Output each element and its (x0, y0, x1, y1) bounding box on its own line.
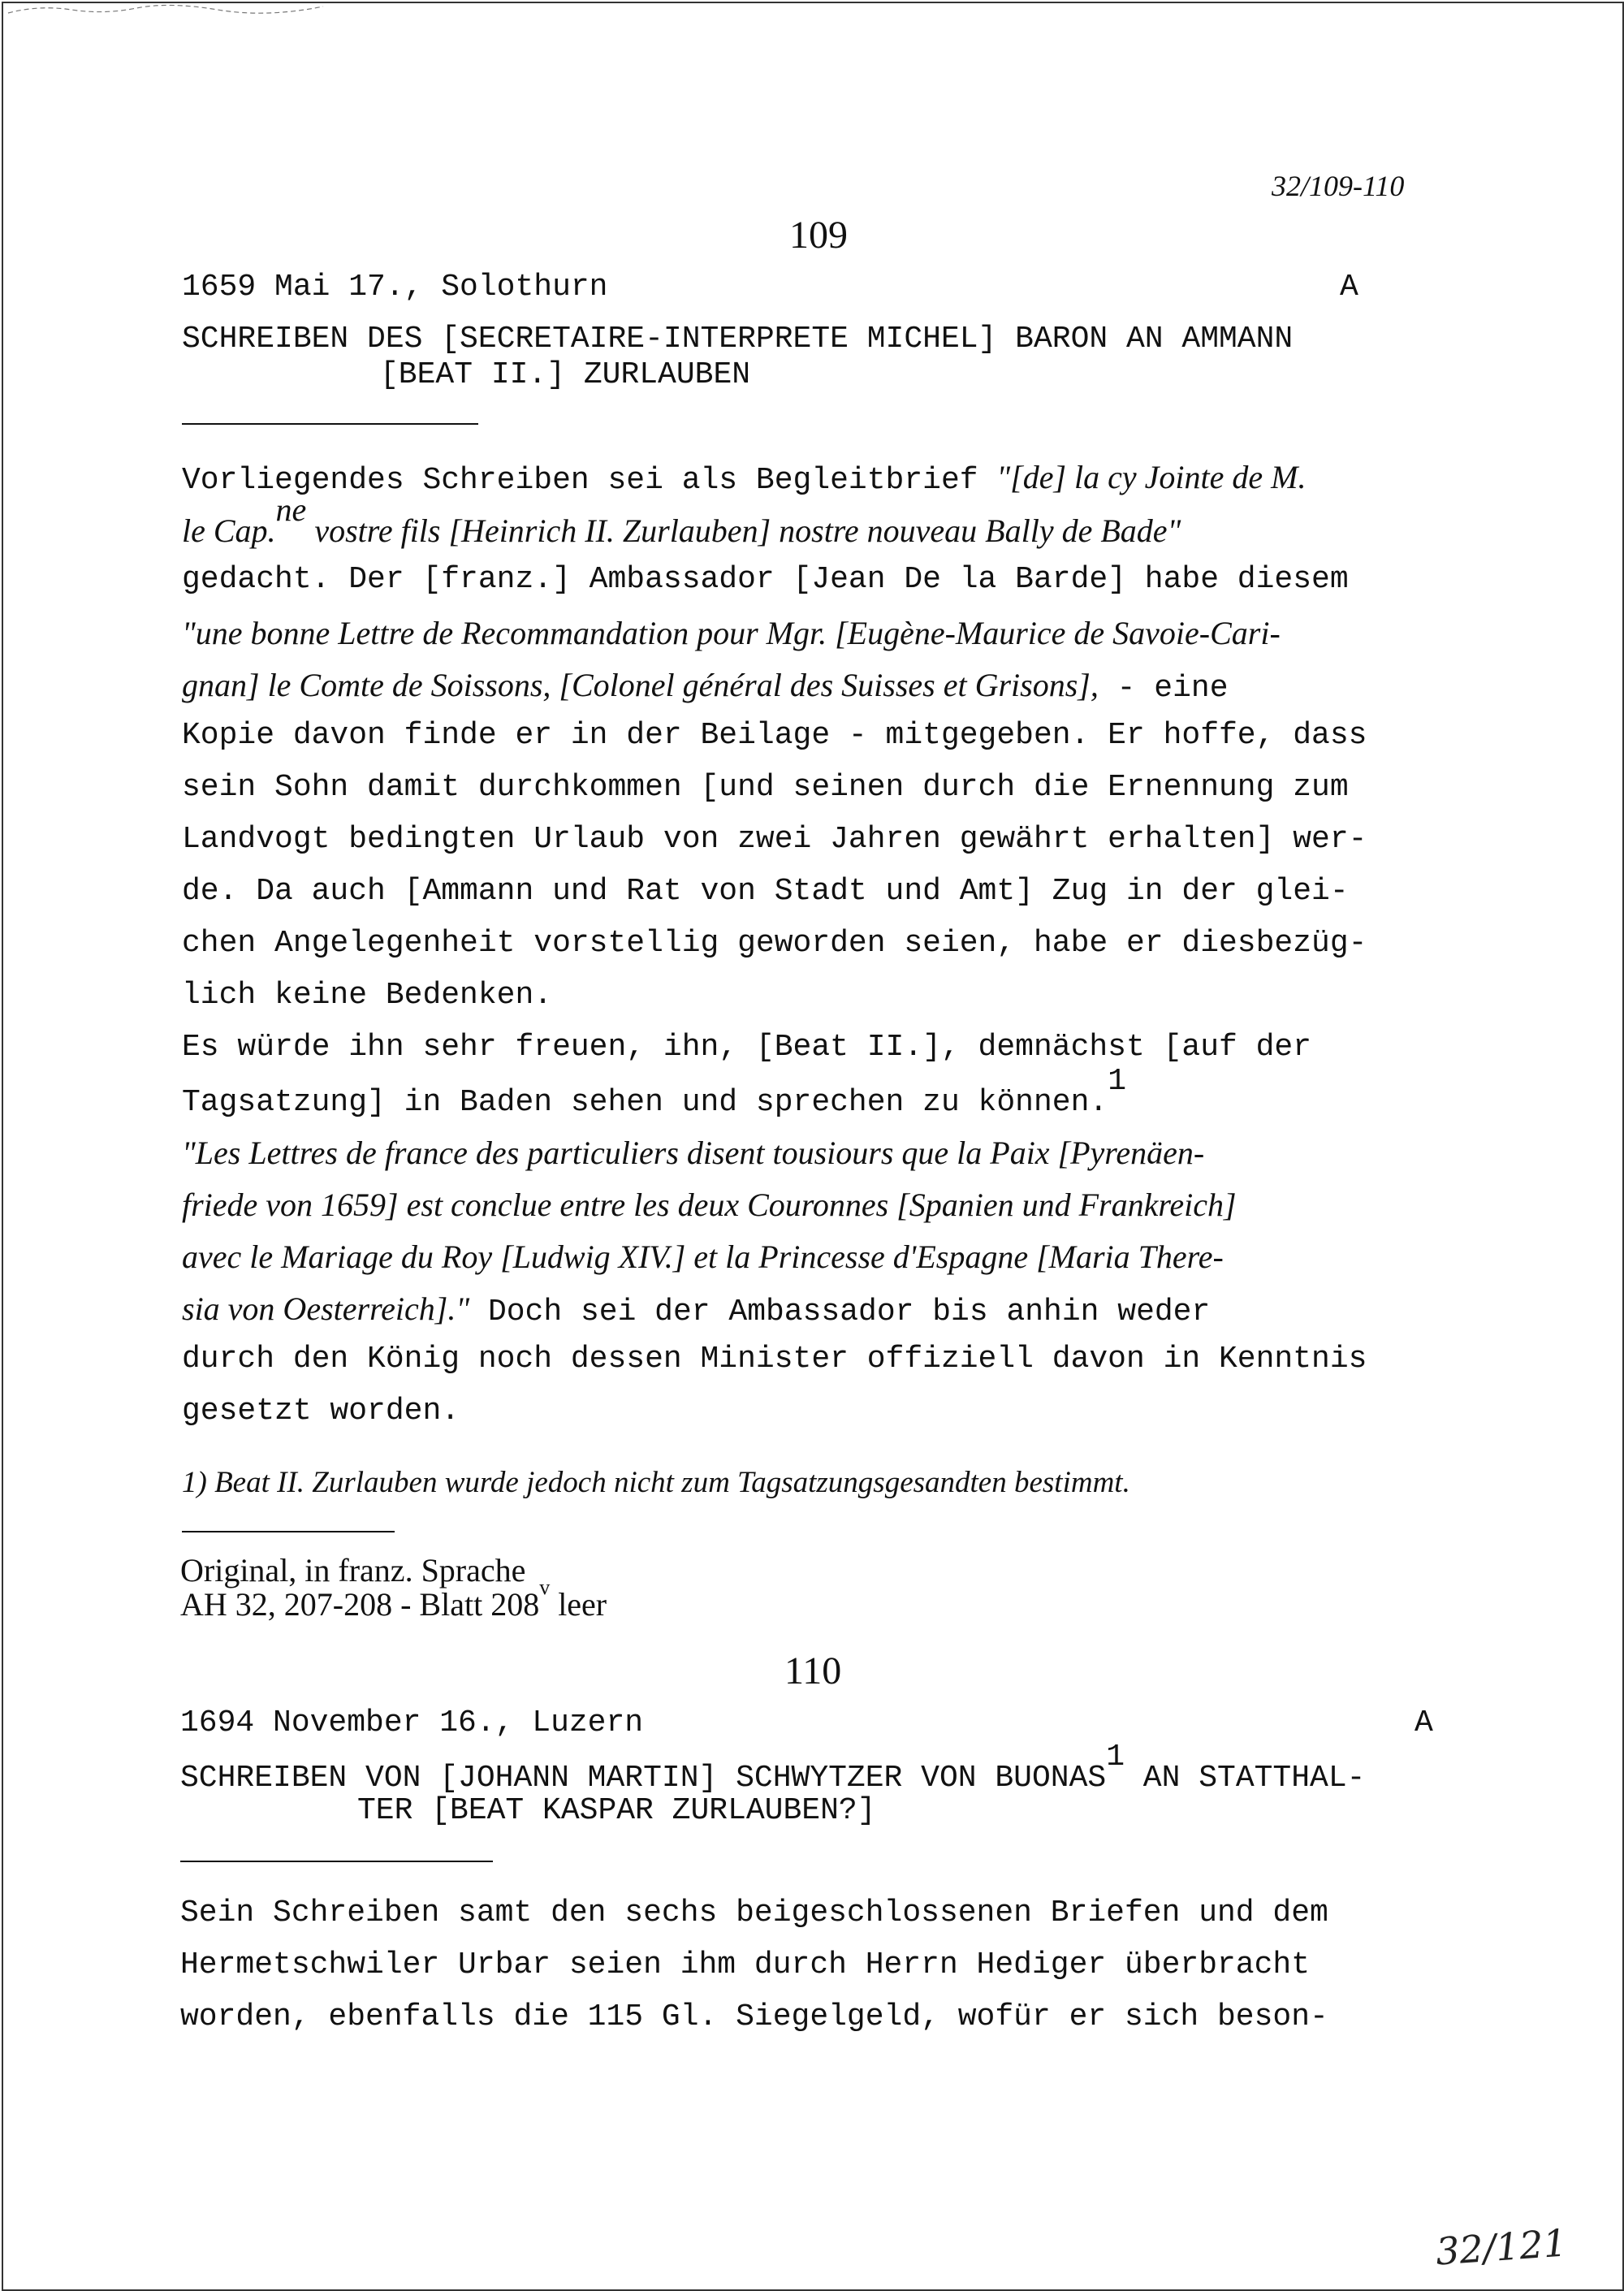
divider (182, 1531, 395, 1532)
source-text: leer (550, 1586, 607, 1623)
body-line: "une bonne Lettre de Recommandation pour Mgr. [Eugène-Maurice de Savoie-Cari- (182, 615, 1281, 651)
body-line: de. Da auch [Ammann und Rat von Stadt und Amt] Zug in der glei- (182, 874, 1349, 909)
body-line: durch den König noch dessen Minister offiziell davon in Kenntnis (182, 1342, 1367, 1377)
title-text: AN STATTHAL- (1125, 1761, 1366, 1796)
body-line (182, 666, 1229, 706)
body-line: worden, ebenfalls die 115 Gl. Siegelgeld, wofür er sich beson- (180, 1999, 1328, 2034)
body-line: Kopie davon finde er in der Beilage - mitgegeben. Er hoffe, dass (182, 718, 1367, 753)
body-line: gesetzt worden. (182, 1394, 460, 1429)
body-line: Landvogt bedingten Urlaub von zwei Jahren gewährt erhalten] wer- (182, 822, 1367, 857)
source-text: AH 32, 207-208 - Blatt 208 (180, 1586, 540, 1623)
body-line (182, 1290, 1210, 1329)
entry-number: 110 (784, 1649, 842, 1692)
body-line: sein Sohn damit durchkommen [und seinen durch die Ernennung zum (182, 770, 1349, 805)
footnote-marker: 1 (1106, 1740, 1125, 1774)
handwritten-page-number: 32/121 (1434, 2220, 1569, 2274)
body-quote: vostre fils [Heinrich II. Zurlauben] nostre nouveau Bally de Bade" (306, 512, 1181, 549)
body-line: Sein Schreiben samt den sechs beigeschlossenen Briefen und dem (180, 1895, 1328, 1930)
superscript: v (539, 1576, 551, 1599)
footnote: 1) Beat II. Zurlauben wurde jedoch nicht zum Tagsatzungsgesandten bestimmt. (182, 1466, 1130, 1499)
source-note: Original, in franz. Sprache (180, 1552, 526, 1589)
entry-title: SCHREIBEN DES [SECRETAIRE-INTERPRETE MICHEL] BARON AN AMMANN (182, 322, 1294, 357)
divider (180, 1861, 493, 1862)
entry-date-place: 1694 November 16., Luzern (180, 1705, 644, 1740)
archive-reference: 32/109-110 (1272, 170, 1405, 202)
body-line: friede von 1659] est conclue entre les deux Couronnes [Spanien und Frankreich] (182, 1187, 1237, 1223)
entry-title-continued: [BEAT II.] ZURLAUBEN (380, 357, 751, 392)
entry-number: 109 (789, 214, 848, 257)
body-line (182, 458, 1307, 498)
body-line: "Les Lettres de france des particuliers disent tousiours que la Paix [Pyrenäen- (182, 1135, 1205, 1171)
entry-mark: A (1415, 1705, 1433, 1740)
entry-title-continued: TER [BEAT KASPAR ZURLAUBEN?] (357, 1793, 876, 1828)
superscript: ne (275, 491, 307, 528)
body-line (182, 1064, 1126, 1120)
body-line: avec le Mariage du Roy [Ludwig XIV.] et la Princesse d'Espagne [Maria There- (182, 1238, 1224, 1275)
body-quote: "[de] la cy Jointe de M. (996, 459, 1307, 495)
body-quote: sia von Oesterreich]." (182, 1290, 470, 1327)
body-quote: gnan] le Comte de Soissons, [Colonel général des Suisses et Grisons], (182, 667, 1099, 703)
title-text: SCHREIBEN VON [JOHANN MARTIN] SCHWYTZER VON BUONAS (180, 1761, 1107, 1796)
body-line: chen Angelegenheit vorstellig geworden seien, habe er diesbezüg- (182, 926, 1367, 961)
body-text: Tagsatzung] in Baden sehen und sprechen zu können. (182, 1085, 1108, 1120)
body-text: Doch sei der Ambassador bis anhin weder (469, 1295, 1211, 1329)
entry-date-place: 1659 Mai 17., Solothurn (182, 270, 608, 305)
body-line: lich keine Bedenken. (182, 978, 553, 1013)
footnote-marker: 1 (1108, 1064, 1126, 1099)
divider (182, 423, 478, 425)
body-text: Vorliegendes Schreiben sei als Begleitbrief (182, 463, 997, 498)
body-line: Hermetschwiler Urbar seien ihm durch Herrn Hediger überbracht (180, 1947, 1311, 1982)
body-line (182, 491, 1181, 550)
entry-mark: A (1340, 270, 1358, 305)
scan-mark (6, 3, 331, 18)
source-reference (180, 1576, 607, 1623)
body-line: gedacht. Der [franz.] Ambassador [Jean De la Barde] habe diesem (182, 562, 1349, 597)
body-text: - eine (1098, 671, 1229, 706)
body-quote: le Cap. (182, 512, 276, 549)
entry-title (180, 1740, 1366, 1796)
body-line: Es würde ihn sehr freuen, ihn, [Beat II.], demnächst [auf der (182, 1030, 1312, 1065)
